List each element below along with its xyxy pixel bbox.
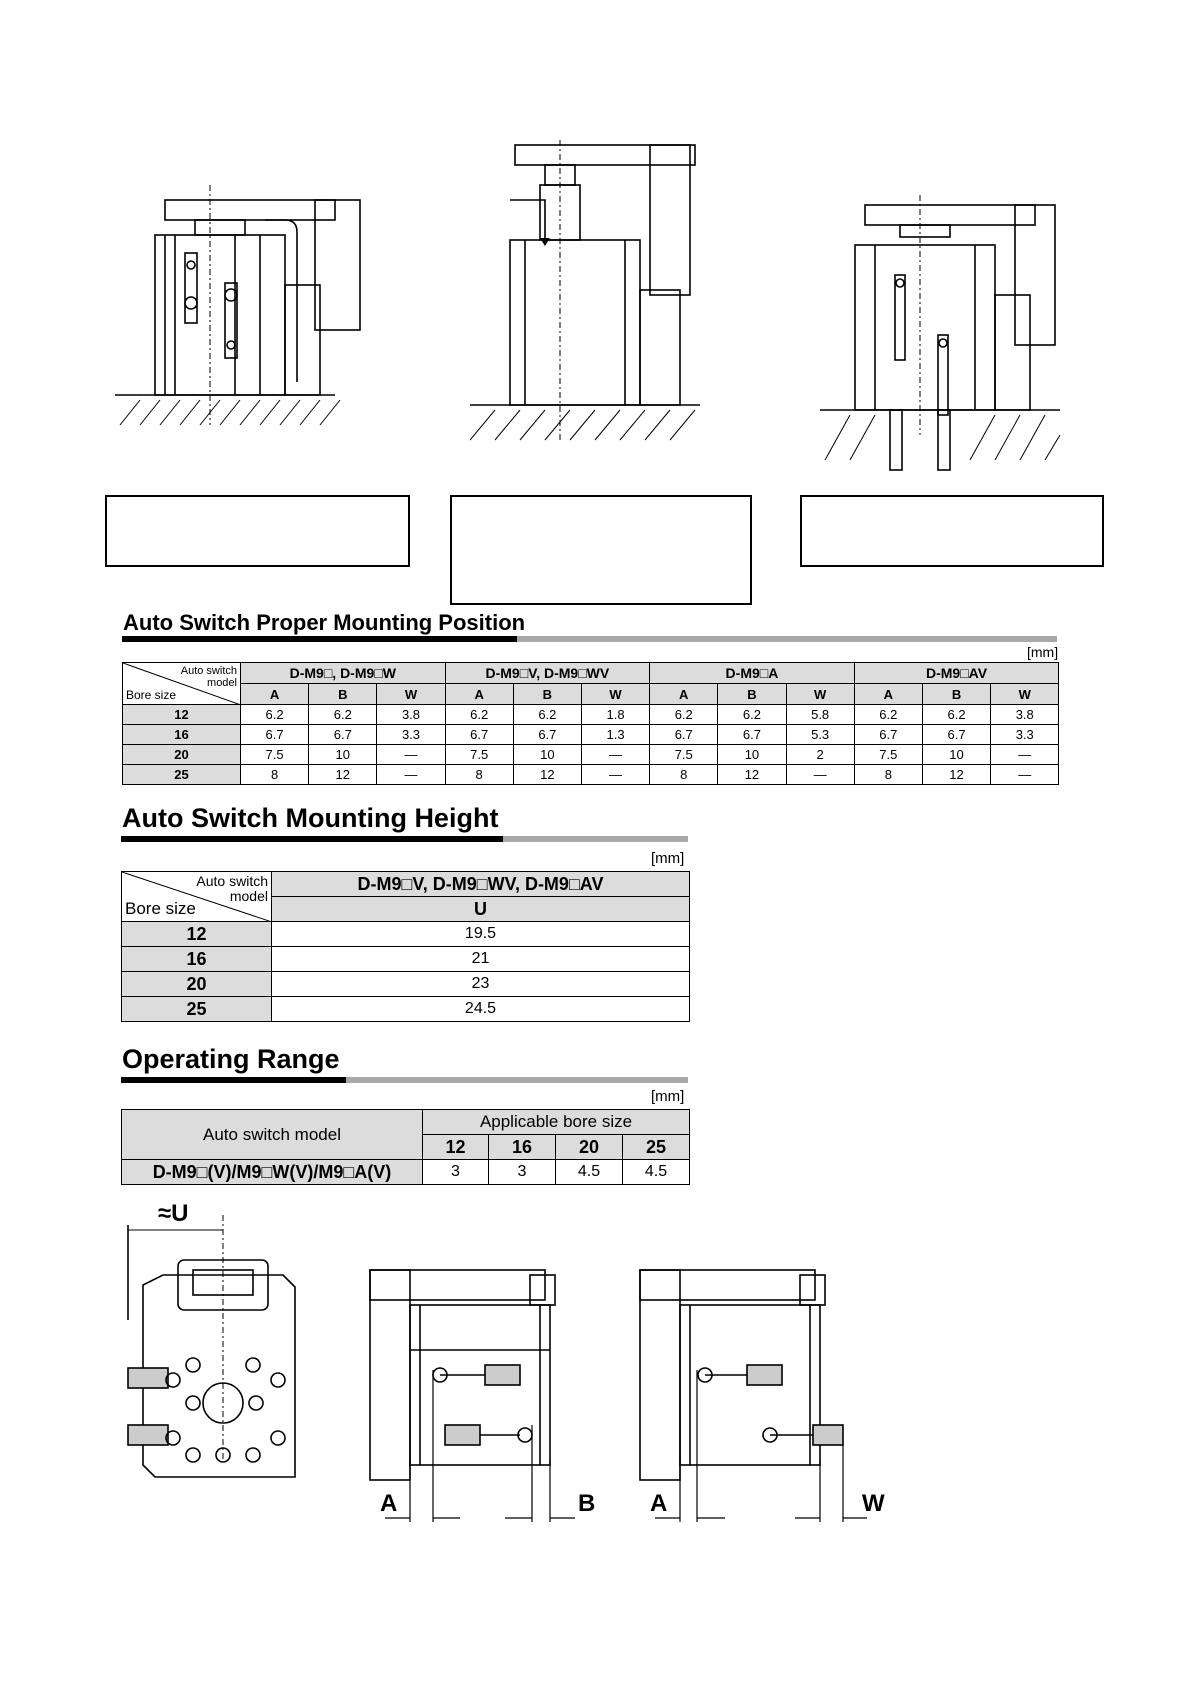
sub-header: W: [991, 684, 1059, 705]
caption-box-right: [800, 495, 1104, 567]
value-cell: 3.8: [377, 705, 445, 725]
value-cell: 6.2: [309, 705, 377, 725]
table-row: [123, 705, 1059, 725]
value-cell: 7.5: [854, 745, 922, 765]
value-cell: 10: [718, 745, 786, 765]
caption-box-left: [105, 495, 410, 567]
value-cell: 6.7: [922, 725, 990, 745]
value-cell: 12: [309, 765, 377, 785]
value-cell: 24.5: [272, 997, 690, 1022]
value-cell: 8: [650, 765, 718, 785]
range-value: 4.5: [623, 1160, 690, 1185]
caption-box-center: [450, 495, 752, 605]
value-cell: 19.5: [272, 922, 690, 947]
value-cell: 8: [241, 765, 309, 785]
section-title-operating-range: Operating Range: [122, 1044, 340, 1074]
value-cell: 2: [786, 745, 854, 765]
value-cell: 23: [272, 972, 690, 997]
bore-size-cell: 20: [123, 745, 241, 765]
range-value: 3: [489, 1160, 556, 1185]
value-cell: 3.3: [991, 725, 1059, 745]
bore-size: 12: [423, 1135, 489, 1160]
value-cell: —: [991, 745, 1059, 765]
value-cell: 12: [922, 765, 990, 785]
value-cell: —: [377, 745, 445, 765]
value-cell: 6.2: [445, 705, 513, 725]
value-cell: 3.8: [991, 705, 1059, 725]
dimension-u-label: ≈U: [158, 1200, 189, 1227]
model-header: Auto switch model: [122, 1110, 423, 1160]
group-header: D-M9□V, D-M9□WV: [445, 663, 650, 684]
value-cell: 10: [922, 745, 990, 765]
section-title-proper-position: Auto Switch Proper Mounting Position: [123, 610, 526, 635]
dimension-a-label: A: [380, 1490, 398, 1517]
value-cell: 6.7: [445, 725, 513, 745]
cylinder-drawing-side-2: [470, 140, 730, 460]
value-cell: 3.3: [377, 725, 445, 745]
table-row: [122, 947, 690, 972]
value-cell: 1.8: [581, 705, 649, 725]
unit-label: [mm]: [651, 1088, 685, 1105]
table-row: [123, 725, 1059, 745]
table-row: [122, 922, 690, 947]
value-cell: 6.2: [718, 705, 786, 725]
value-cell: —: [581, 765, 649, 785]
value-cell: 6.7: [241, 725, 309, 745]
unit-label: [mm]: [1027, 644, 1059, 660]
section-rule: [121, 836, 688, 842]
value-cell: —: [786, 765, 854, 785]
sub-header: A: [650, 684, 718, 705]
value-cell: —: [377, 765, 445, 785]
sub-header: B: [922, 684, 990, 705]
value-cell: 6.2: [922, 705, 990, 725]
sub-header: B: [718, 684, 786, 705]
section-rule: [121, 1077, 688, 1083]
value-cell: 21: [272, 947, 690, 972]
value-cell: 6.7: [854, 725, 922, 745]
dimension-a-label: A: [650, 1490, 668, 1517]
bore-size: 16: [489, 1135, 556, 1160]
sub-header: W: [581, 684, 649, 705]
bore-size: 20: [556, 1135, 623, 1160]
sub-header: A: [445, 684, 513, 705]
value-cell: 10: [513, 745, 581, 765]
table-row: [122, 997, 690, 1022]
value-cell: 12: [513, 765, 581, 785]
unit-label: [mm]: [651, 850, 685, 867]
section-rule: [122, 636, 1057, 642]
value-cell: 5.8: [786, 705, 854, 725]
value-cell: 8: [854, 765, 922, 785]
cylinder-drawing-side-3: [820, 195, 1070, 485]
group-header: D-M9□AV: [854, 663, 1059, 684]
bore-size-cell: 20: [122, 972, 272, 997]
table-corner-cell: [122, 872, 272, 922]
value-cell: 7.5: [445, 745, 513, 765]
dimension-w-label: W: [862, 1490, 885, 1517]
model-header: D-M9□V, D-M9□WV, D-M9□AV: [272, 872, 690, 897]
range-value: 3: [423, 1160, 489, 1185]
proper-position-table: [122, 662, 1059, 785]
cylinder-top-view-b: [365, 1260, 595, 1530]
sub-header: W: [377, 684, 445, 705]
corner-model-label: Auto switch model: [180, 665, 237, 689]
value-cell: 6.7: [718, 725, 786, 745]
table-row: [123, 765, 1059, 785]
value-cell: 1.3: [581, 725, 649, 745]
range-value: 4.5: [556, 1160, 623, 1185]
bore-size-cell: 16: [122, 947, 272, 972]
value-cell: —: [581, 745, 649, 765]
mounting-height-table: [121, 871, 690, 1022]
value-cell: 7.5: [650, 745, 718, 765]
value-cell: 10: [309, 745, 377, 765]
value-cell: 6.2: [854, 705, 922, 725]
bore-size-cell: 25: [123, 765, 241, 785]
value-cell: 12: [718, 765, 786, 785]
group-header: D-M9□, D-M9□W: [241, 663, 446, 684]
group-header: D-M9□A: [650, 663, 855, 684]
sub-header: A: [854, 684, 922, 705]
sub-header: W: [786, 684, 854, 705]
section-title-mounting-height: Auto Switch Mounting Height: [122, 803, 499, 833]
switch-model: D-M9□(V)/M9□W(V)/M9□A(V): [122, 1160, 423, 1185]
value-cell: 5.3: [786, 725, 854, 745]
value-cell: —: [991, 765, 1059, 785]
value-cell: 6.7: [513, 725, 581, 745]
sub-header: A: [241, 684, 309, 705]
bore-size: 25: [623, 1135, 690, 1160]
bore-header: Applicable bore size: [423, 1110, 690, 1135]
bore-size-cell: 12: [123, 705, 241, 725]
bore-size-cell: 16: [123, 725, 241, 745]
sub-header: B: [513, 684, 581, 705]
table-row: [122, 972, 690, 997]
value-cell: 8: [445, 765, 513, 785]
table-row: [123, 745, 1059, 765]
corner-bore-label: Bore size: [126, 688, 177, 702]
corner-model-label: Auto switch model: [196, 873, 268, 904]
value-cell: 7.5: [241, 745, 309, 765]
operating-range-table: [121, 1109, 690, 1185]
corner-bore-label: Bore size: [125, 899, 196, 918]
value-cell: 6.2: [650, 705, 718, 725]
u-header: U: [272, 897, 690, 922]
value-cell: 6.7: [650, 725, 718, 745]
bore-size-cell: 25: [122, 997, 272, 1022]
cylinder-top-view-w: [635, 1260, 875, 1530]
cylinder-drawing-side-1: [115, 185, 375, 455]
bore-size-cell: 12: [122, 922, 272, 947]
sub-header: B: [309, 684, 377, 705]
value-cell: 6.2: [513, 705, 581, 725]
value-cell: 6.2: [241, 705, 309, 725]
dimension-b-label: B: [578, 1490, 596, 1517]
cylinder-front-view: [118, 1210, 308, 1510]
table-corner-cell: [123, 663, 241, 705]
value-cell: 6.7: [309, 725, 377, 745]
